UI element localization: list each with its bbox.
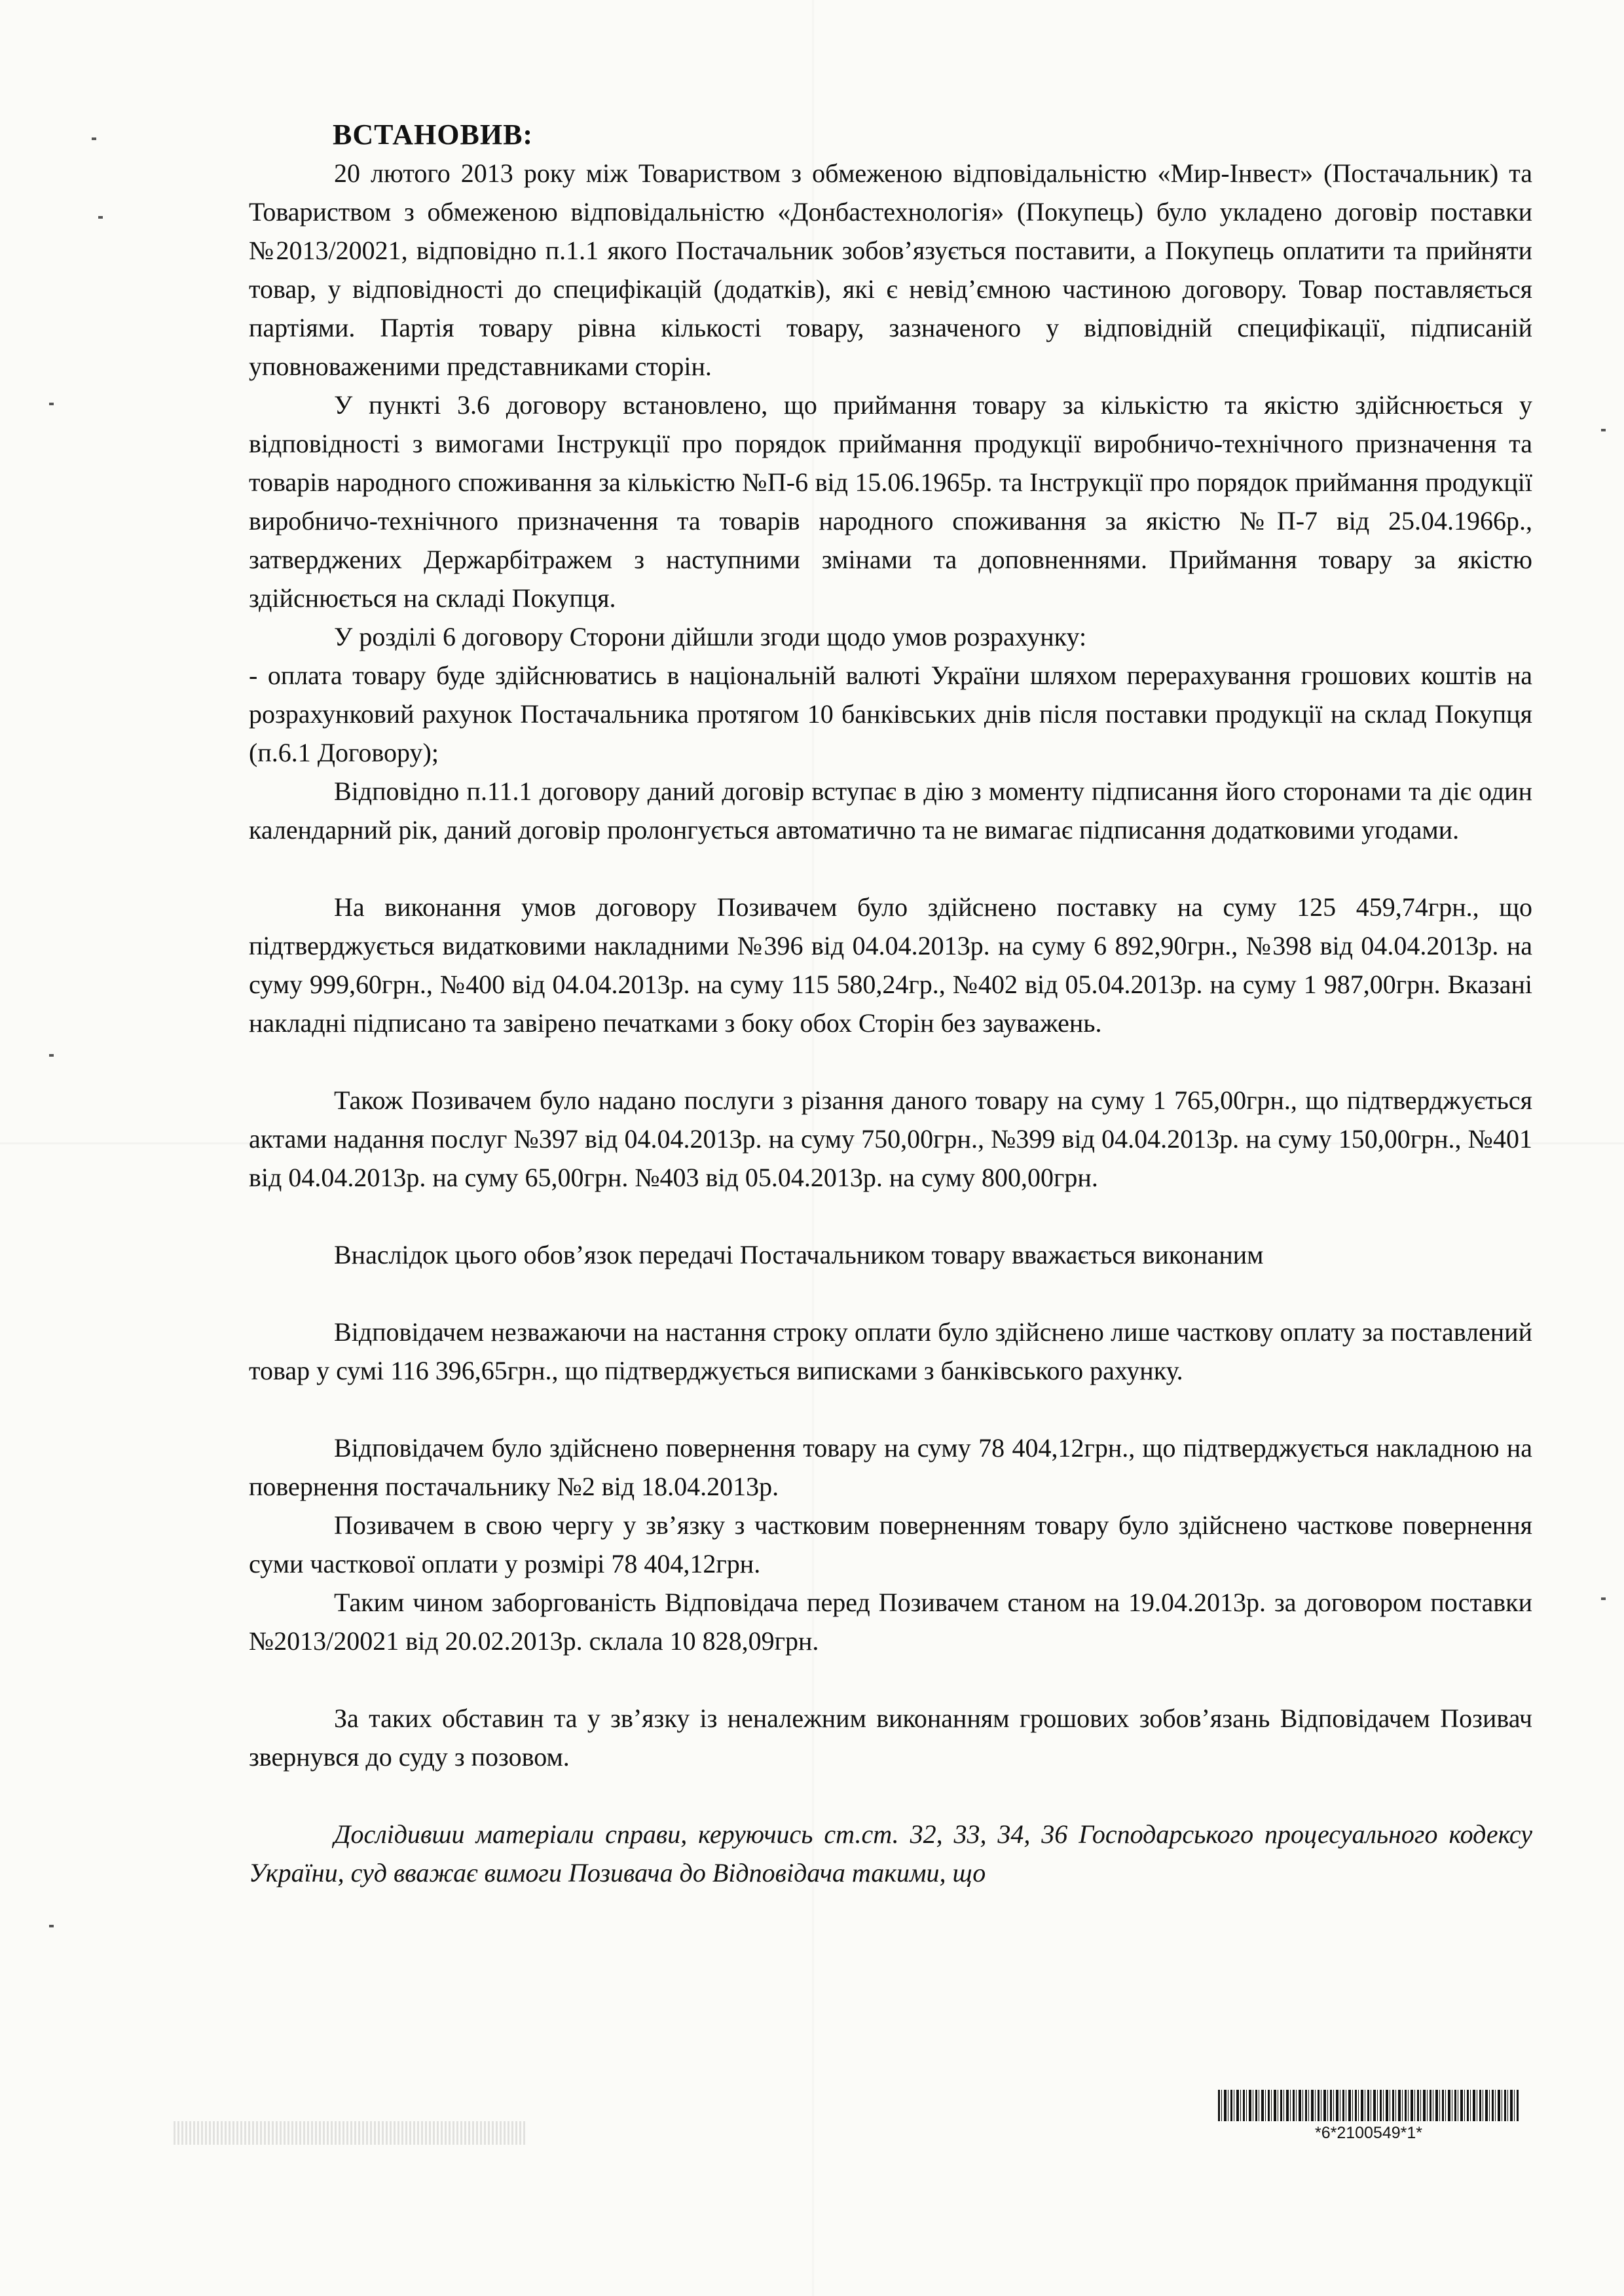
scan-mark bbox=[92, 137, 96, 140]
paragraph-court-findings: Дослідивши матеріали справи, керуючись ст.ст. 32, 33, 34, 36 Господарського процесуального кодексу України, суд вважає вимоги Позивача до Відповідача такими, що bbox=[249, 1819, 1532, 1887]
scan-mark bbox=[49, 1925, 54, 1927]
paragraph-debt: Таким чином заборгованість Відповідача перед Позивачем станом на 19.04.2013р. за договором поставки №2013/20021 від 20.02.2013р. склала 10 828,09грн. bbox=[249, 1588, 1532, 1656]
paragraph-contract: 20 лютого 2013 року між Товариством з обмеженою відповідальністю «Мир-Інвест» (Постачальник) та Товариством з обмеженою відповідальністю «Донбастехнологія» (Покупець) було укладено договір поставки №2013/20021, відповідно п.1.1 якого Постачальник зобов’язується поставити, а Покупець оплатити та прийняти товар, у відповідності до специфікацій (додатків), які є невід’ємною частиною договору. Товар поставляється партіями. Партія товару рівна кількості товару, зазначеного у відповідній специфікації, підписаній уповноваженими представниками сторін. bbox=[249, 158, 1532, 381]
paragraph-delivery: На виконання умов договору Позивачем було здійснено поставку на суму 125 459,74грн., що підтверджується видатковими накладними №396 від 04.04.2013р. на суму 6 892,90грн., №398 від 04.04.2013р. на суму 999,60грн., №400 від 04.04.2013р. на суму 115 580,24гр., №402 від 05.04.2013р. на суму 1 987,00грн. Вказані накладні підписано та завірено печатками з боку обох Сторін без зауважень. bbox=[249, 892, 1532, 1038]
scan-mark bbox=[1601, 429, 1606, 431]
barcode-number: *6*2100549*1* bbox=[1314, 2124, 1423, 2142]
section-heading: ВСТАНОВИВ: bbox=[333, 118, 534, 151]
paragraph-validity: Відповідно п.11.1 договору даний договір вступає в дію з моменту підписання його сторонами та діє один календарний рік, даний договір пролонгується автоматично та не вимагає підписання додатковими угодами. bbox=[249, 776, 1532, 845]
scan-mark bbox=[98, 216, 103, 219]
paragraph-refund: Позивачем в свою чергу у зв’язку з частковим поверненням товару було здійснено часткове повернення суми часткової оплати у розмірі 78 404,12грн. bbox=[249, 1510, 1532, 1578]
barcode-bars bbox=[1218, 2090, 1519, 2121]
paragraph-payment-bullet: - оплата товару буде здійснюватись в національній валюті України шляхом перерахування грошових коштів на розрахунковий рахунок Постачальника протягом 10 банківських днів після поставки продукції на склад Покупця (п.6.1 Договору); bbox=[249, 661, 1532, 767]
scan-mark bbox=[1601, 1597, 1606, 1600]
scan-mark bbox=[49, 1054, 54, 1057]
paragraph-services: Також Позивачем було надано послуги з різання даного товару на суму 1 765,00грн., що підтверджується актами надання послуг №397 від 04.04.2013р. на суму 750,00грн., №399 від 04.04.2013р. на суму 150,00грн., №401 від 04.04.2013р. на суму 65,00грн. №403 від 05.04.2013р. на суму 800,00грн. bbox=[249, 1085, 1532, 1192]
paragraph-return: Відповідачем було здійснено повернення товару на суму 78 404,12грн., що підтверджується накладною на повернення постачальнику №2 від 18.04.2013р. bbox=[249, 1433, 1532, 1501]
paragraph-obligation: Внаслідок цього обов’язок передачі Постачальником товару вважається виконаним bbox=[334, 1240, 1264, 1269]
paragraph-acceptance: У пункті 3.6 договору встановлено, що приймання товару за кількістю та якістю здійснюється у відповідності з вимогами Інструкції про порядок приймання продукції виробничо-технічного призначення та товарів народного споживання за кількістю №П-6 від 15.06.1965р. та Інструкції про порядок приймання продукції виробничо-технічного призначення та товарів народного споживання за якістю №П-7 від 25.04.1966р., затверджених Держарбітражем з наступними змінами та доповненнями. Приймання товару за якістю здійснюється на складі Покупця. bbox=[249, 390, 1532, 613]
paragraph-claim: За таких обставин та у зв’язку із неналежним виконанням грошових зобов’язань Відповідачем Позивач звернувся до суду з позовом. bbox=[249, 1704, 1532, 1772]
barcode bbox=[1218, 2090, 1519, 2143]
document-body bbox=[249, 154, 1532, 1892]
scan-mark bbox=[49, 403, 54, 405]
paragraph-payment-terms: У розділі 6 договору Сторони дійшли згоди щодо умов розрахунку: bbox=[334, 622, 1087, 651]
faint-bleedthrough-barcode bbox=[174, 2121, 527, 2145]
paragraph-partial-payment: Відповідачем незважаючи на настання строку оплати було здійснено лише часткову оплату за поставлений товар у сумі 116 396,65грн., що підтверджується виписками з банківського рахунку. bbox=[249, 1317, 1532, 1385]
